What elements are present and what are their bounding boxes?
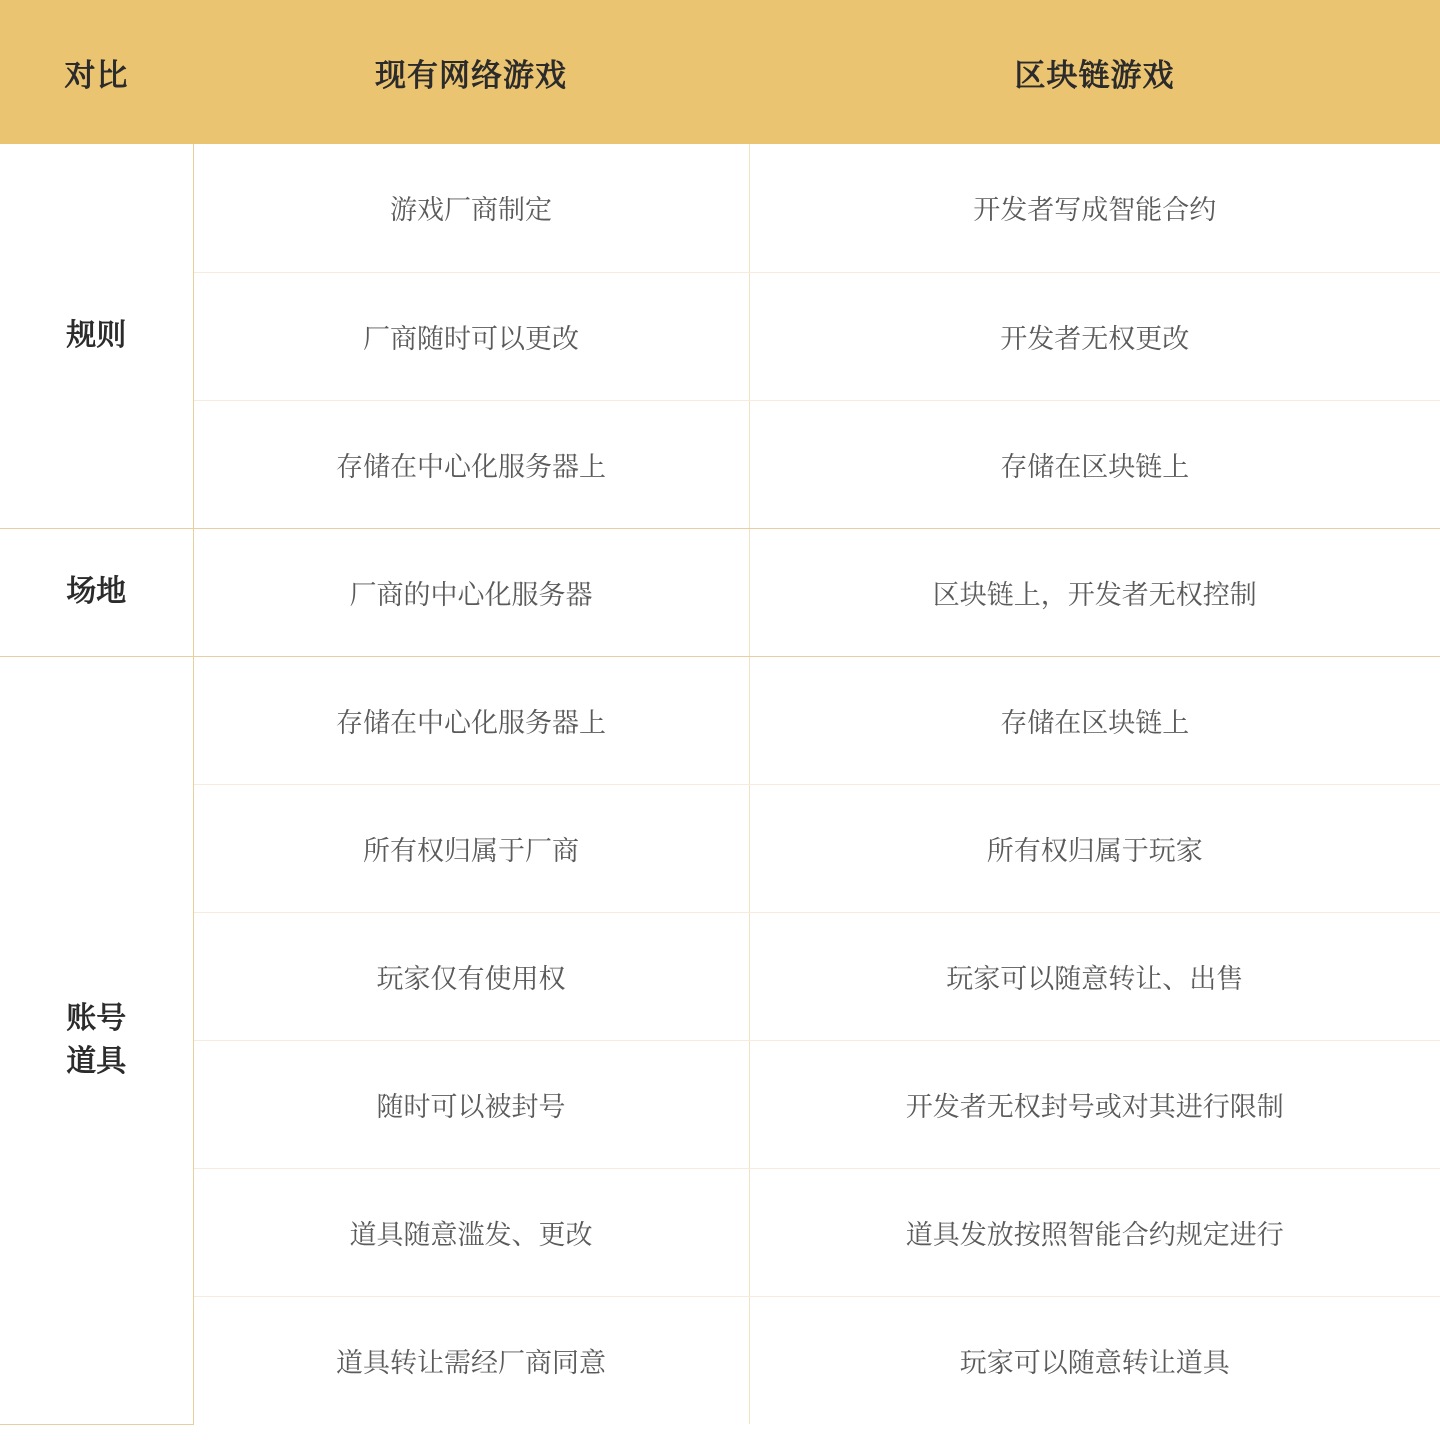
cell-blockchain-game: 所有权归属于玩家 <box>749 784 1440 912</box>
cell-blockchain-game: 开发者写成智能合约 <box>749 144 1440 272</box>
cell-existing-game: 玩家仅有使用权 <box>193 912 749 1040</box>
table-row <box>0 1168 1440 1296</box>
cell-existing-game: 所有权归属于厂商 <box>193 784 749 912</box>
header-col-a: 现有网络游戏 <box>193 0 749 144</box>
table-row <box>0 528 1440 656</box>
table-row <box>0 1040 1440 1168</box>
cell-existing-game: 存储在中心化服务器上 <box>193 400 749 528</box>
table-row <box>0 400 1440 528</box>
cell-existing-game: 厂商的中心化服务器 <box>193 528 749 656</box>
cell-blockchain-game: 道具发放按照智能合约规定进行 <box>749 1168 1440 1296</box>
table-row <box>0 656 1440 784</box>
table-header-row <box>0 0 1440 144</box>
cell-blockchain-game: 存储在区块链上 <box>749 656 1440 784</box>
cell-existing-game: 存储在中心化服务器上 <box>193 656 749 784</box>
cell-blockchain-game: 玩家可以随意转让道具 <box>749 1296 1440 1424</box>
table-row <box>0 144 1440 272</box>
table-row <box>0 784 1440 912</box>
cell-existing-game: 游戏厂商制定 <box>193 144 749 272</box>
cell-existing-game: 道具转让需经厂商同意 <box>193 1296 749 1424</box>
table-row <box>0 1296 1440 1424</box>
cell-existing-game: 随时可以被封号 <box>193 1040 749 1168</box>
cell-blockchain-game: 开发者无权封号或对其进行限制 <box>749 1040 1440 1168</box>
cell-existing-game: 厂商随时可以更改 <box>193 272 749 400</box>
header-col-b: 区块链游戏 <box>749 0 1440 144</box>
row-group-label-account-items <box>0 656 193 1424</box>
row-group-label-venue: 场地 <box>0 528 193 656</box>
table-row <box>0 272 1440 400</box>
row-group-label-line-2: 道具 <box>66 1045 127 1078</box>
table-row <box>0 912 1440 1040</box>
cell-blockchain-game: 区块链上，开发者无权控制 <box>749 528 1440 656</box>
header-label: 对比 <box>0 0 193 144</box>
table-body <box>0 144 1440 1424</box>
cell-blockchain-game: 存储在区块链上 <box>749 400 1440 528</box>
cell-blockchain-game: 玩家可以随意转让、出售 <box>749 912 1440 1040</box>
row-group-label-line-1: 账号 <box>66 1001 127 1035</box>
cell-existing-game: 道具随意滥发、更改 <box>193 1168 749 1296</box>
table-header <box>0 0 1440 144</box>
cell-blockchain-game: 开发者无权更改 <box>749 272 1440 400</box>
row-group-label-rules: 规则 <box>0 144 193 528</box>
